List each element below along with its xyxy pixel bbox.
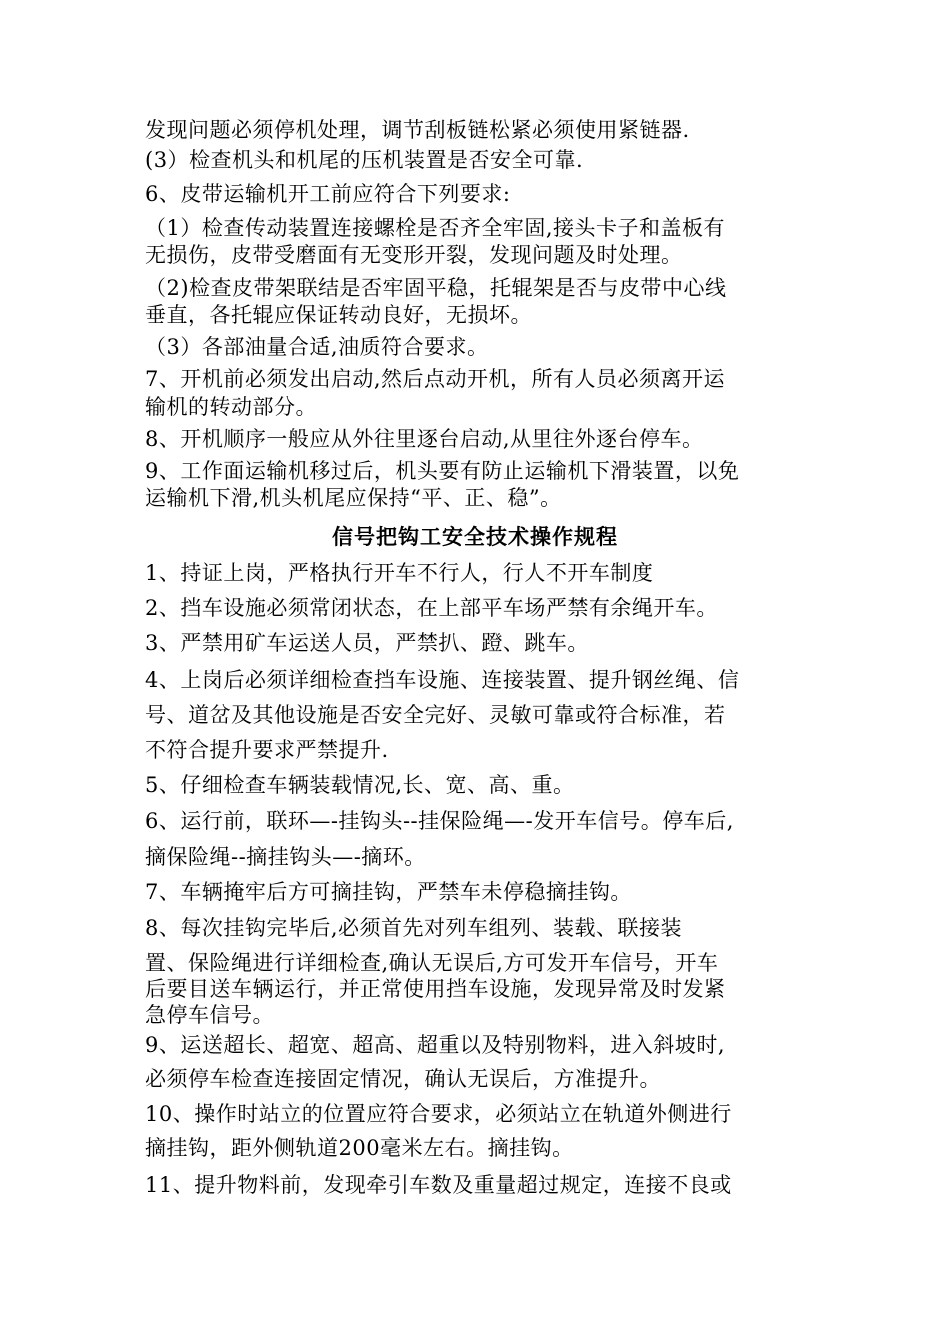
text-line: 10、操作时站立的位置应符合要求，必须站立在轨道外侧进行 bbox=[145, 1102, 732, 1126]
text-line: 摘保险绳--摘挂钩头—-摘环。 bbox=[145, 845, 426, 869]
text-line: （3）各部油量合适,油质符合要求。 bbox=[145, 335, 489, 359]
text-line: 8、每次挂钩完毕后,必须首先对列车组列、装载、联接装 bbox=[145, 916, 683, 940]
text-line: 3、严禁用矿车运送人员，严禁扒、蹬、跳车。 bbox=[145, 631, 589, 655]
text-line: 7、车辆掩牢后方可摘挂钩，严禁车未停稳摘挂钩。 bbox=[145, 880, 632, 904]
text-line: 摘挂钩，距外侧轨道200毫米左右。摘挂钩。 bbox=[145, 1136, 574, 1160]
text-line: 必须停车检查连接固定情况，确认无误后，方准提升。 bbox=[145, 1067, 661, 1091]
text-line: 1、持证上岗，严格执行开车不行人，行人不开车制度 bbox=[145, 561, 654, 585]
text-line: 号、道岔及其他设施是否安全完好、灵敏可靠或符合标准，若 bbox=[145, 703, 726, 727]
text-line: （1）检查传动装置连接螺栓是否齐全牢固,接头卡子和盖板有 bbox=[145, 216, 726, 240]
text-line: 5、仔细检查车辆装载情况,长、宽、高、重。 bbox=[145, 773, 575, 797]
text-line: 7、开机前必须发出启动,然后点动开机，所有人员必须离开运 bbox=[145, 367, 726, 391]
text-line: 8、开机顺序一般应从外往里逐台启动,从里往外逐台停车。 bbox=[145, 427, 704, 451]
section-title: 信号把钩工安全技术操作规程 bbox=[332, 524, 618, 549]
text-line: (3）检查机头和机尾的压机装置是否安全可靠. bbox=[145, 148, 584, 172]
text-line: 9、运送超长、超宽、超高、超重以及特别物料，进入斜坡时, bbox=[145, 1033, 726, 1057]
text-line: 4、上岗后必须详细检查挡车设施、连接装置、提升钢丝绳、信 bbox=[145, 668, 740, 692]
text-line: 垂直，各托辊应保证转动良好，无损坏。 bbox=[145, 303, 532, 327]
text-line: 后要目送车辆运行，并正常使用挡车设施，发现异常及时发紧 bbox=[145, 977, 726, 1001]
text-line: 输机的转动部分。 bbox=[145, 395, 317, 419]
text-line: 不符合提升要求严禁提升. bbox=[145, 738, 389, 762]
text-line: 2、挡车设施必须常闭状态，在上部平车场严禁有余绳开车。 bbox=[145, 596, 718, 620]
text-line: 无损伤，皮带受磨面有无变形开裂，发现问题及时处理。 bbox=[145, 243, 683, 267]
text-line: （2)检查皮带架联结是否牢固平稳，托辊架是否与皮带中心线 bbox=[145, 276, 727, 300]
text-line: 急停车信号。 bbox=[145, 1003, 274, 1027]
text-line: 6、皮带运输机开工前应符合下列要求: bbox=[145, 182, 511, 206]
text-line: 6、运行前，联环—-挂钩头--挂保险绳—-发开车信号。停车后, bbox=[145, 809, 734, 833]
text-line: 11、提升物料前，发现牵引车数及重量超过规定，连接不良或 bbox=[145, 1173, 732, 1197]
text-line: 运输机下滑,机头机尾应保持“平、正、稳”。 bbox=[145, 486, 562, 510]
text-line: 置、保险绳进行详细检查,确认无误后,方可发开车信号，开车 bbox=[145, 951, 719, 975]
text-line: 9、工作面运输机移过后，机头要有防止运输机下滑装置，以免 bbox=[145, 459, 740, 483]
text-line: 发现问题必须停机处理，调节刮板链松紧必须使用紧链器. bbox=[145, 118, 690, 142]
